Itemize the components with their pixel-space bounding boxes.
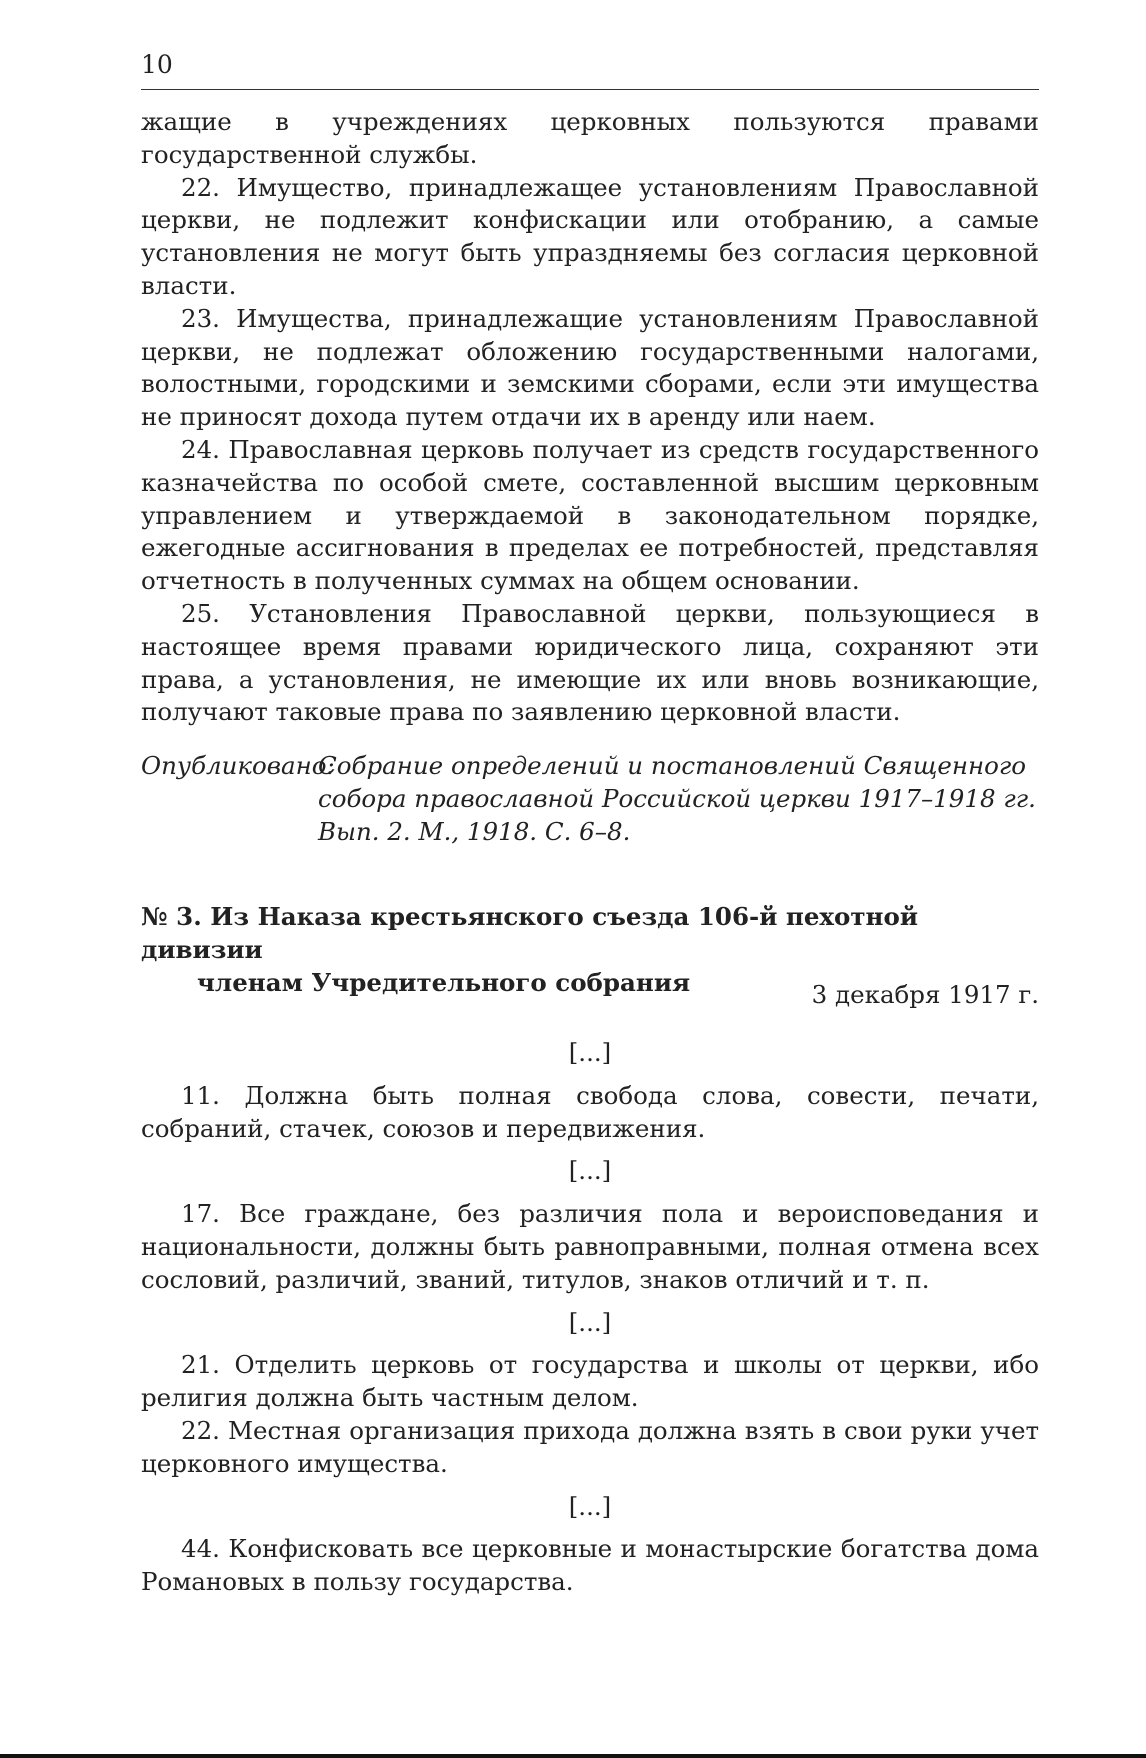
source-citation: Собрание определений и постановлений Священного собора православной Российской церкви 1917–1918 гг. Вып. 2. М., 1918. С. 6–8.: [318, 751, 1036, 846]
header-rule: [141, 89, 1039, 90]
paragraph-24: 24. Православная церковь получает из средств государственного казначейства по особой смете, составленной высшим церковным управлением и утверждаемой в законодательном порядке, ежегодные ассигнования в пределах ее потребностей, представляя отчетность в полученных суммах на общем основании.: [141, 434, 1039, 596]
document-2-continuation: [141, 106, 1039, 729]
document-date: 3 декабря 1917 г.: [811, 980, 1039, 1009]
omission-mark: [...]: [568, 1156, 612, 1186]
source-label: Опубликовано:: [141, 751, 335, 780]
paragraph-22-doc3: 22. Местная организация прихода должна взять в свои руки учет церковного имущества.: [141, 1415, 1039, 1478]
omission-mark: [...]: [568, 1038, 612, 1067]
heading-line-1: № 3. Из Наказа крестьянского съезда 106-й пехотной дивизии: [141, 902, 918, 964]
omission-mark: [...]: [568, 1491, 612, 1521]
paragraph-44: 44. Конфисковать все церковные и монастырские богатства дома Романовых в пользу государства.: [141, 1534, 1039, 1597]
document-3-body: [141, 1037, 1039, 1599]
paragraph-23: 23. Имущества, принадлежащие установлениям Православной церкви, не подлежат обложению государственными налогами, волостными, городскими и земскими сборами, если эти имущества не приносят дохода путем отдачи их в аренду или наем.: [141, 303, 1039, 432]
publication-source: [141, 750, 1039, 850]
bottom-edge-rule: [0, 1754, 1146, 1758]
paragraph-17: 17. Все граждане, без различия пола и вероисповедания и национальности, должны быть равноправными, полная отмена всех сословий, различий, званий, титулов, знаков отличий и т. п.: [141, 1199, 1039, 1294]
paragraph-22: 22. Имущество, принадлежащее установлениям Православной церкви, не подлежит конфискации или отобранию, а самые установления не могут быть упраздняемы без согласия церковной власти.: [141, 172, 1039, 300]
paragraph-25: 25. Установления Православной церкви, пользующиеся в настоящее время правами юридического лица, сохраняют эти права, а установления, не имеющие их или вновь возникающие, получают таковые права по заявлению церковной власти.: [141, 598, 1039, 727]
heading-line-2: членам Учредительного собрания: [197, 968, 691, 997]
paragraph-21: 21. Отделить церковь от государства и школы от церкви, ибо религия должна быть частным делом.: [141, 1350, 1039, 1413]
paragraph-11: 11. Должна быть полная свобода слова, совести, печати, собраний, стачек, союзов и передвижения.: [141, 1080, 1039, 1143]
omission-mark: [...]: [568, 1307, 612, 1337]
page-number: 10: [141, 50, 173, 79]
paragraph-continuation: жащие в учреждениях церковных пользуются правами государственной службы.: [141, 107, 1039, 169]
